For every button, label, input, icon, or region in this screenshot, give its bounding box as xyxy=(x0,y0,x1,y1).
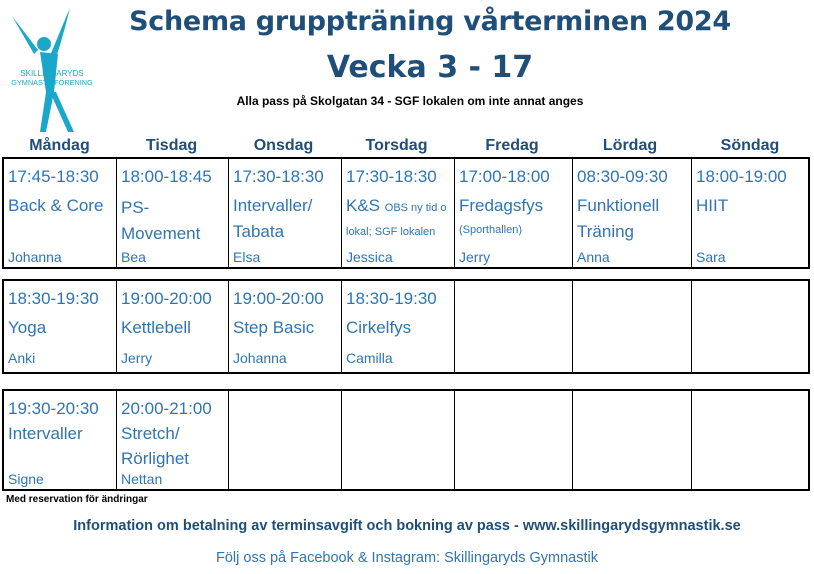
logo-text-line1: SKILLINGARYDS xyxy=(20,69,84,78)
instructor: Jerry xyxy=(121,350,153,366)
instructor: Signe xyxy=(8,471,44,487)
schedule-row-2 xyxy=(2,279,810,374)
day-header-saturday: Lördag xyxy=(602,137,658,154)
class-name-line2: Rörlighet xyxy=(121,449,190,468)
schedule-cell-empty xyxy=(572,391,691,489)
info-line: Information om betalning av terminsavgift och bokning av pass - www.skillingarydsgymnastik.se xyxy=(73,518,741,534)
class-name-line2: Träning xyxy=(577,222,635,241)
schedule-cell-empty xyxy=(572,281,691,372)
day-header-monday: Måndag xyxy=(29,137,90,154)
schedule-cell-empty xyxy=(228,391,341,489)
class-time: 18:30-19:30 xyxy=(346,289,437,308)
class-time: 17:30-18:30 xyxy=(346,167,437,186)
reservation-note: Med reservation för ändringar xyxy=(6,494,148,505)
gymnast-logo-icon xyxy=(4,2,114,134)
day-header-friday: Fredag xyxy=(485,137,539,154)
class-name: Back & Core xyxy=(8,196,104,215)
instructor: Johanna xyxy=(233,350,287,366)
location-note: Alla pass på Skolgatan 34 - SGF lokalen om inte annat anges xyxy=(236,94,584,108)
class-time: 17:00-18:00 xyxy=(459,167,550,186)
instructor: Elsa xyxy=(233,249,261,265)
schedule-cell xyxy=(454,159,572,267)
schedule-cell xyxy=(4,281,116,372)
day-header-wednesday: Onsdag xyxy=(253,137,314,154)
class-time: 18:30-19:30 xyxy=(8,289,99,308)
class-note: (Sporthallen) xyxy=(459,224,522,236)
instructor: Anki xyxy=(8,350,36,366)
class-name: Funktionell xyxy=(577,196,660,215)
instructor: Jessica xyxy=(346,249,393,265)
schedule-row-1 xyxy=(2,157,810,269)
schedule-cell-empty xyxy=(454,281,572,372)
class-name: Intervaller xyxy=(8,424,83,443)
schedule-cell-empty xyxy=(691,281,808,372)
class-time: 18:00-18:45 xyxy=(121,167,212,186)
social-line: Följ oss på Facebook & Instagram: Skillingaryds Gymnastik xyxy=(216,550,598,566)
instructor: Bea xyxy=(121,249,146,265)
class-time: 17:45-18:30 xyxy=(8,167,99,186)
schedule-cell xyxy=(341,281,454,372)
class-name: Fredagsfys xyxy=(459,196,544,215)
day-header-sunday: Söndag xyxy=(720,137,780,154)
class-time: 17:30-18:30 xyxy=(233,167,324,186)
instructor: Camilla xyxy=(346,350,393,366)
schedule-row-3 xyxy=(2,389,810,491)
class-note-line2: lokal; SGF lokalen xyxy=(346,226,436,238)
schedule-cell xyxy=(691,159,808,267)
week-range: Vecka 3 - 17 xyxy=(326,50,534,85)
schedule-cell xyxy=(4,159,116,267)
page-title: Schema gruppträning vårterminen 2024 xyxy=(129,6,731,37)
class-name: PS- xyxy=(121,198,150,217)
schedule-cell xyxy=(572,159,691,267)
day-header-tuesday: Tisdag xyxy=(145,137,198,154)
class-name: Cirkelfys xyxy=(346,318,412,337)
schedule-cell xyxy=(228,281,341,372)
schedule-cell xyxy=(116,159,228,267)
class-name-line2: Movement xyxy=(121,224,201,243)
instructor: Nettan xyxy=(121,471,163,487)
class-time: 19:00-20:00 xyxy=(121,289,212,308)
class-time: 19:00-20:00 xyxy=(233,289,324,308)
class-name: Yoga xyxy=(8,318,47,337)
schedule-cell xyxy=(4,391,116,489)
schedule-cell xyxy=(341,159,454,267)
logo-text-line2: GYMNASTIKFÖRENING xyxy=(11,78,93,87)
schedule-cell xyxy=(228,159,341,267)
day-header-thursday: Torsdag xyxy=(365,137,428,154)
schedule-cell-empty xyxy=(341,391,454,489)
instructor: Anna xyxy=(577,249,610,265)
class-note: OBS ny tid o xyxy=(384,202,447,214)
class-name: Kettlebell xyxy=(121,318,191,337)
class-name: Step Basic xyxy=(233,318,315,337)
class-time: 20:00-21:00 xyxy=(121,399,212,418)
class-name: HIIT xyxy=(696,196,729,215)
class-time: 19:30-20:30 xyxy=(8,399,99,418)
instructor: Johanna xyxy=(8,249,62,265)
class-name-text: K&S xyxy=(346,196,381,215)
class-time: 08:30-09:30 xyxy=(577,167,668,186)
class-name: Stretch/ xyxy=(121,424,180,443)
schedule-cell xyxy=(116,391,228,489)
schedule-cell-empty xyxy=(691,391,808,489)
instructor: Jerry xyxy=(459,249,491,265)
schedule-cell xyxy=(116,281,228,372)
class-name: Intervaller/ xyxy=(233,196,313,215)
class-name xyxy=(346,193,447,219)
class-name-line2: Tabata xyxy=(233,222,285,241)
schedule-cell-empty xyxy=(454,391,572,489)
instructor: Sara xyxy=(696,249,726,265)
class-time: 18:00-19:00 xyxy=(696,167,787,186)
club-logo xyxy=(4,2,114,134)
